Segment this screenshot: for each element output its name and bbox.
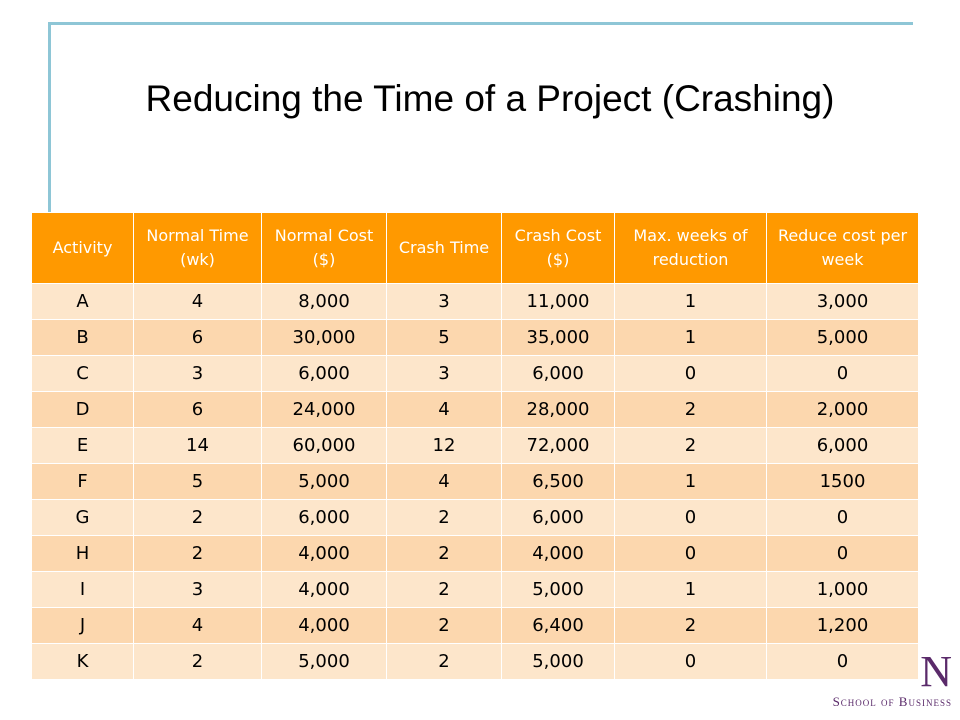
table-cell: 2: [134, 644, 262, 680]
table-cell: 1: [615, 320, 767, 356]
table-row: [32, 536, 919, 572]
table-cell: 4: [387, 464, 502, 500]
header-activity: Activity: [32, 213, 134, 284]
header-reduce-cost: Reduce cost per week: [767, 213, 919, 284]
table-cell: 2: [387, 536, 502, 572]
logo-letter: N: [920, 650, 952, 696]
table-row: [32, 392, 919, 428]
table-cell: 12: [387, 428, 502, 464]
table-cell: F: [32, 464, 134, 500]
table-row: [32, 644, 919, 680]
table-cell: 4,000: [262, 608, 387, 644]
table-cell: 4,000: [262, 536, 387, 572]
slide-title: Reducing the Time of a Project (Crashing): [145, 78, 835, 119]
header-normal-cost: Normal Cost ($): [262, 213, 387, 284]
table-cell: 2,000: [767, 392, 919, 428]
table-cell: 5: [134, 464, 262, 500]
crashing-table: [31, 212, 919, 680]
table-cell: 28,000: [502, 392, 615, 428]
table-cell: 0: [615, 644, 767, 680]
table-cell: 1: [615, 284, 767, 320]
table-cell: 0: [615, 500, 767, 536]
table-cell: 14: [134, 428, 262, 464]
table-cell: 5,000: [767, 320, 919, 356]
table-cell: 72,000: [502, 428, 615, 464]
table-cell: E: [32, 428, 134, 464]
table-cell: 2: [387, 572, 502, 608]
table-cell: 8,000: [262, 284, 387, 320]
table-cell: 3: [387, 356, 502, 392]
table-cell: 60,000: [262, 428, 387, 464]
table-cell: 5,000: [502, 572, 615, 608]
table-cell: 6,400: [502, 608, 615, 644]
slide-frame-left-line: [48, 22, 51, 218]
table-cell: 6,000: [262, 500, 387, 536]
table-row: [32, 608, 919, 644]
table-row: [32, 356, 919, 392]
table-cell: 0: [767, 536, 919, 572]
table-cell: 30,000: [262, 320, 387, 356]
table-cell: D: [32, 392, 134, 428]
table-cell: 4: [134, 284, 262, 320]
table-row: [32, 320, 919, 356]
header-normal-time: Normal Time (wk): [134, 213, 262, 284]
table-cell: G: [32, 500, 134, 536]
table-cell: 6: [134, 320, 262, 356]
header-crash-time: Crash Time: [387, 213, 502, 284]
table-cell: B: [32, 320, 134, 356]
table-cell: C: [32, 356, 134, 392]
table-cell: 3,000: [767, 284, 919, 320]
table-cell: 11,000: [502, 284, 615, 320]
table-cell: 0: [767, 500, 919, 536]
table-cell: 0: [767, 644, 919, 680]
table-cell: 3: [387, 284, 502, 320]
table-cell: 3: [134, 356, 262, 392]
table-cell: 6,000: [262, 356, 387, 392]
table-cell: 2: [134, 536, 262, 572]
table-cell: K: [32, 644, 134, 680]
table-cell: 2: [615, 392, 767, 428]
table-cell: 24,000: [262, 392, 387, 428]
table-cell: J: [32, 608, 134, 644]
table-header-row: [32, 213, 919, 284]
table-cell: 0: [615, 536, 767, 572]
table-cell: 2: [615, 428, 767, 464]
table-cell: 1: [615, 464, 767, 500]
table-cell: 6,000: [767, 428, 919, 464]
table-cell: 6,500: [502, 464, 615, 500]
header-max-weeks: Max. weeks of reduction: [615, 213, 767, 284]
table-row: [32, 572, 919, 608]
table-cell: 4: [387, 392, 502, 428]
table-cell: 35,000: [502, 320, 615, 356]
slide-frame-top-line: [48, 22, 913, 25]
table-cell: 2: [387, 644, 502, 680]
table-cell: 6,000: [502, 356, 615, 392]
table-cell: 3: [134, 572, 262, 608]
table-cell: 6,000: [502, 500, 615, 536]
table-row: [32, 428, 919, 464]
table-cell: A: [32, 284, 134, 320]
table-cell: 5,000: [262, 464, 387, 500]
header-crash-cost: Crash Cost ($): [502, 213, 615, 284]
table-cell: 1,200: [767, 608, 919, 644]
table-cell: 1500: [767, 464, 919, 500]
table-cell: I: [32, 572, 134, 608]
table-row: [32, 500, 919, 536]
table-cell: 0: [767, 356, 919, 392]
table-cell: 5: [387, 320, 502, 356]
table-cell: 6: [134, 392, 262, 428]
table-cell: 2: [387, 500, 502, 536]
table-cell: 2: [387, 608, 502, 644]
table-cell: 0: [615, 356, 767, 392]
table-cell: 1: [615, 572, 767, 608]
table-cell: 5,000: [502, 644, 615, 680]
table-row: [32, 464, 919, 500]
table-cell: H: [32, 536, 134, 572]
table-cell: 2: [134, 500, 262, 536]
table-cell: 4: [134, 608, 262, 644]
table-row: [32, 284, 919, 320]
table-cell: 4,000: [262, 572, 387, 608]
table-cell: 4,000: [502, 536, 615, 572]
logo-text: School of Business: [832, 694, 952, 709]
table-cell: 2: [615, 608, 767, 644]
table-cell: 1,000: [767, 572, 919, 608]
table-cell: 5,000: [262, 644, 387, 680]
